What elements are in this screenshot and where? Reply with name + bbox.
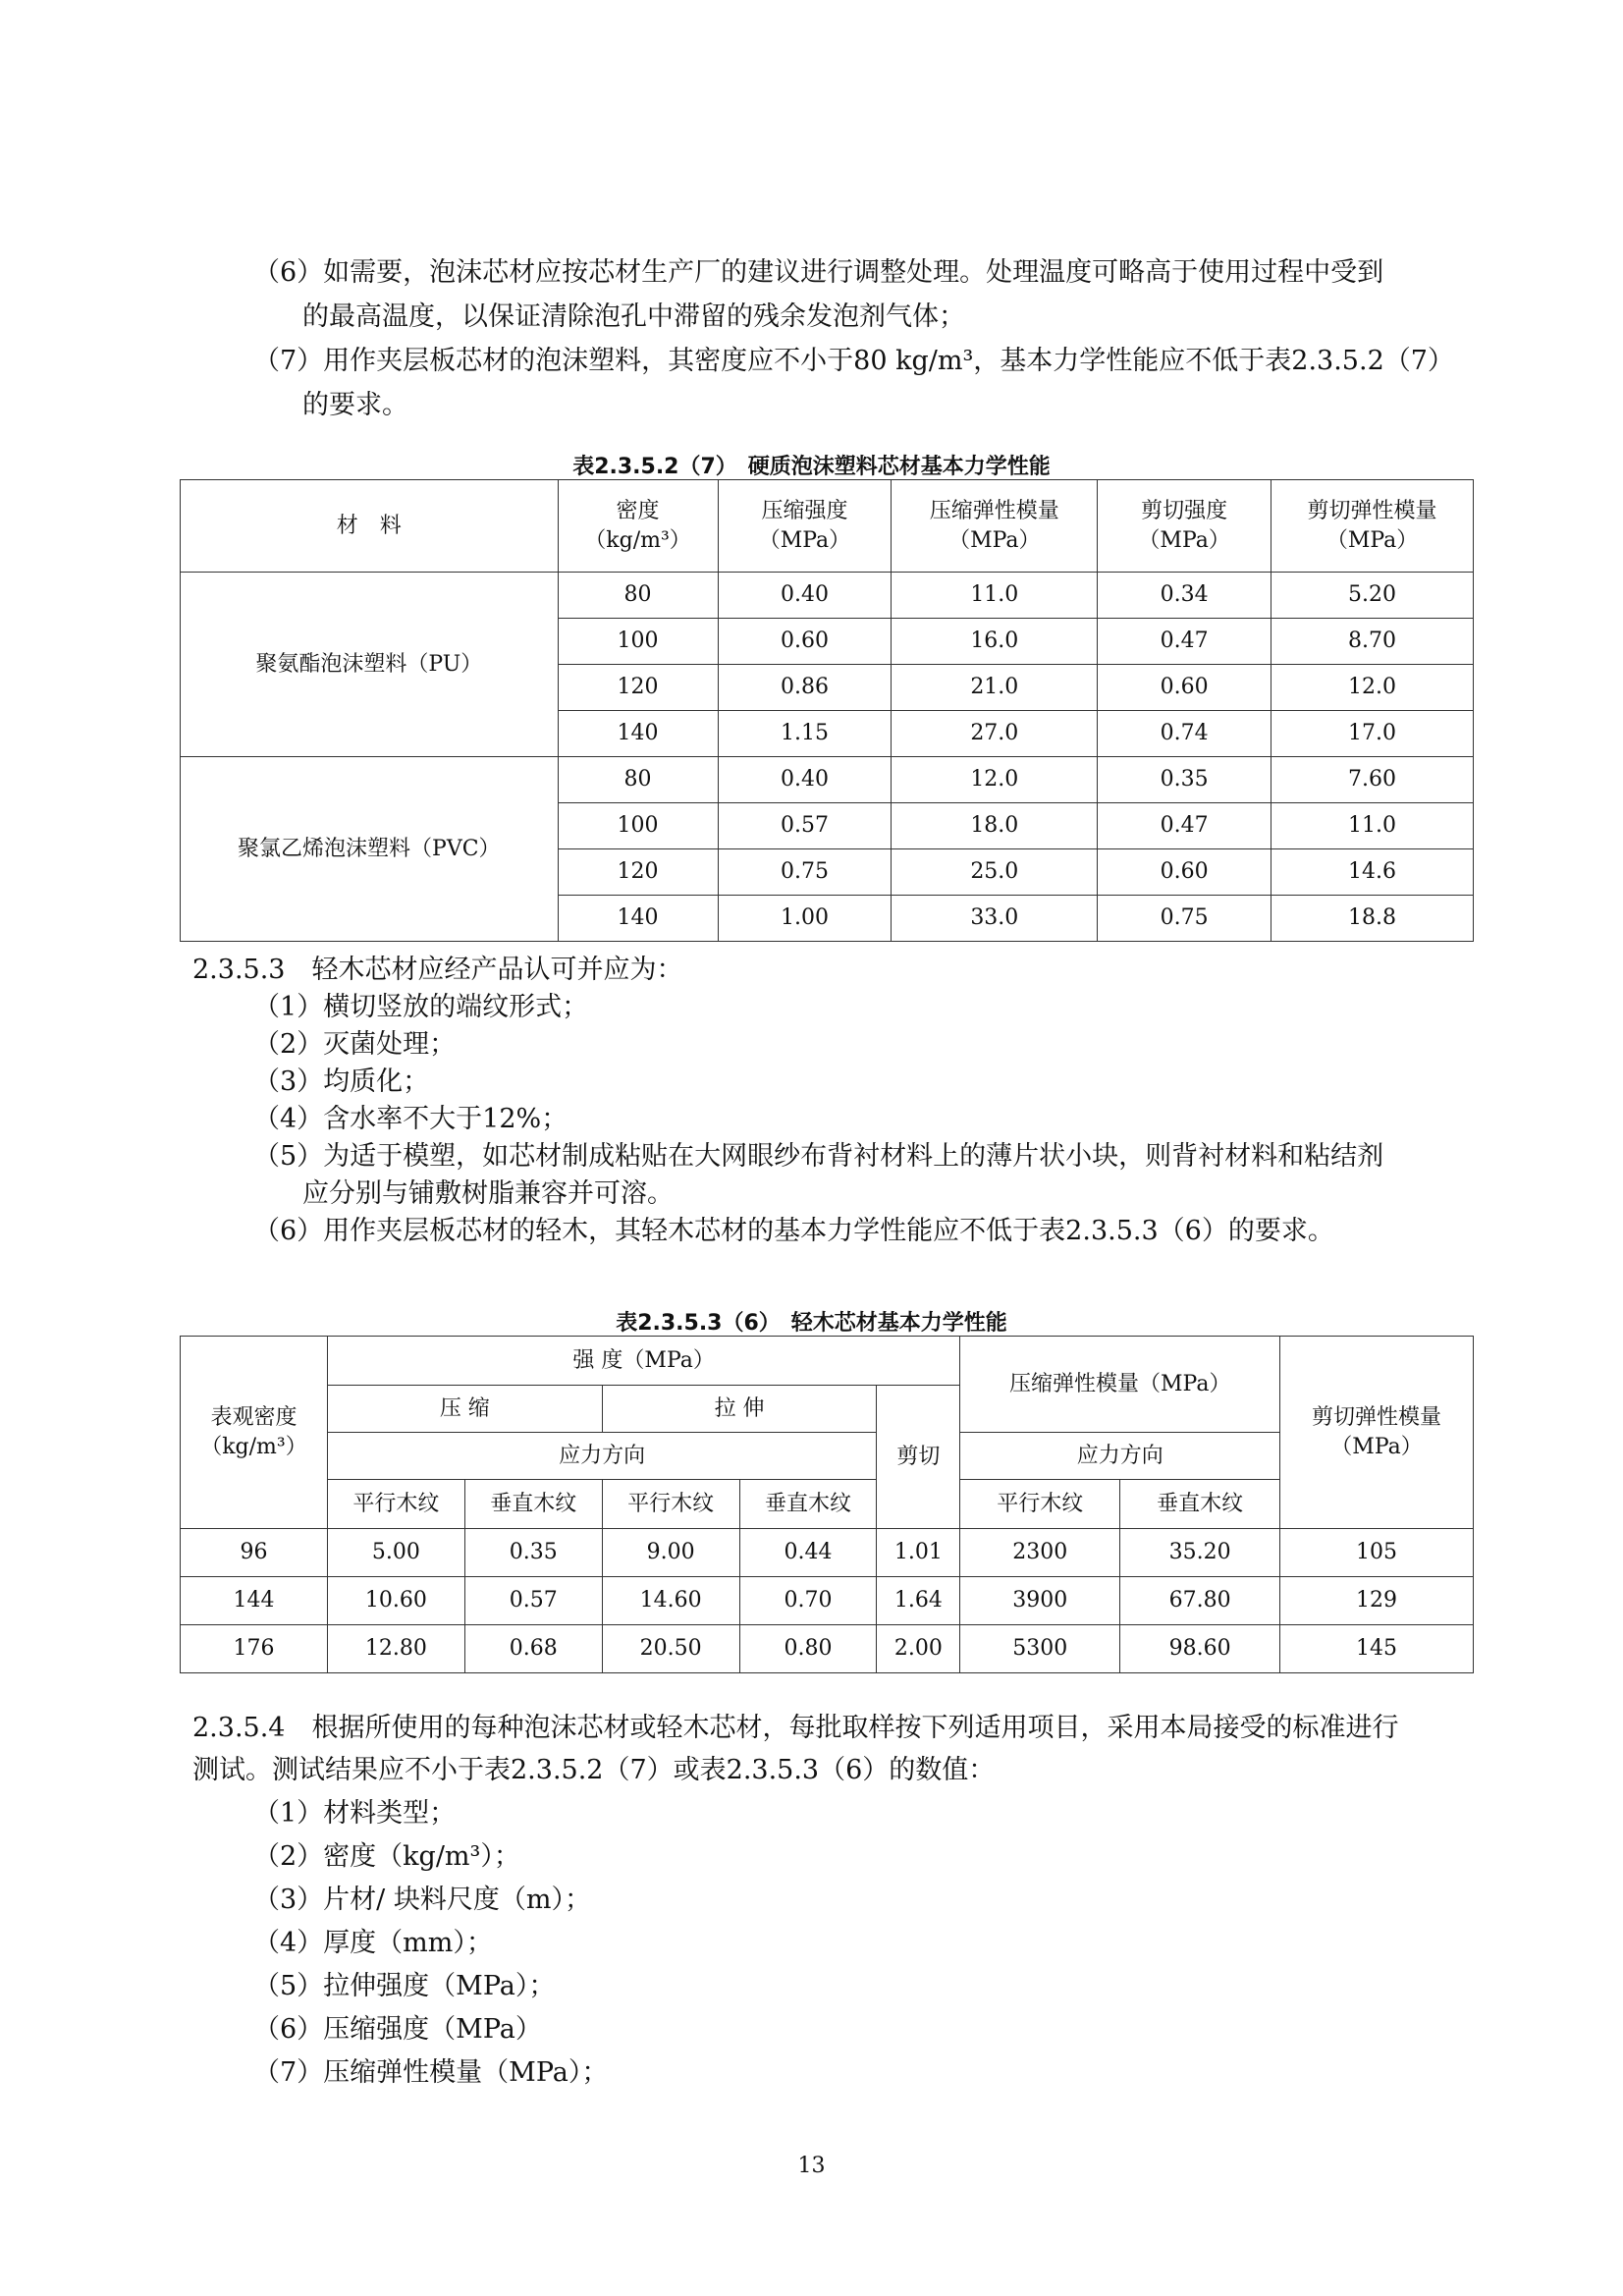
cell: 0.68	[464, 1625, 602, 1673]
cell: 144	[181, 1577, 328, 1625]
cell: 21.0	[892, 665, 1098, 711]
cell: 16.0	[892, 619, 1098, 665]
cell: 140	[558, 896, 718, 942]
cell: 14.6	[1271, 849, 1474, 896]
header-stress-direction: 应力方向	[960, 1433, 1280, 1480]
table-row	[181, 573, 1474, 619]
cell: 12.0	[1271, 665, 1474, 711]
cell: 3900	[960, 1577, 1120, 1625]
header-density: 密度 （kg/m³）	[558, 480, 718, 573]
header-compressive-modulus: 压缩弹性模量 （MPa）	[892, 480, 1098, 573]
list-item: （3）均质化；	[253, 1066, 430, 1097]
cell: 5300	[960, 1625, 1120, 1673]
cell: 0.70	[739, 1577, 877, 1625]
cell: 12.0	[892, 757, 1098, 803]
header-grain: 垂直木纹	[464, 1480, 602, 1529]
cell: 17.0	[1271, 711, 1474, 757]
cell: 27.0	[892, 711, 1098, 757]
para-line: 的要求。	[302, 390, 408, 420]
cell: 18.0	[892, 803, 1098, 849]
cell: 0.80	[739, 1625, 877, 1673]
header-compression: 压 缩	[327, 1386, 602, 1433]
cell: 100	[558, 803, 718, 849]
list-item: （6）压缩强度（MPa）	[253, 2014, 542, 2045]
cell: 0.47	[1098, 619, 1271, 665]
cell: 0.47	[1098, 803, 1271, 849]
cell: 0.40	[718, 757, 892, 803]
cell: 0.60	[1098, 849, 1271, 896]
list-item: （5）拉伸强度（MPa）；	[253, 1971, 556, 2001]
header-grain: 平行木纹	[960, 1480, 1120, 1529]
cell: 14.60	[602, 1577, 739, 1625]
cell: 105	[1280, 1529, 1474, 1577]
cell: 11.0	[892, 573, 1098, 619]
cell: 0.34	[1098, 573, 1271, 619]
cell: 80	[558, 573, 718, 619]
cell: 10.60	[327, 1577, 464, 1625]
foam-core-properties-table	[180, 479, 1474, 942]
cell: 0.75	[1098, 896, 1271, 942]
para-line: （6）如需要，泡沫芯材应按芯材生产厂的建议进行调整处理。处理温度可略高于使用过程中受到	[253, 257, 1384, 288]
header-grain: 平行木纹	[327, 1480, 464, 1529]
cell: 5.20	[1271, 573, 1474, 619]
list-item: （2）密度（kg/m³）；	[253, 1841, 520, 1872]
cell: 96	[181, 1529, 328, 1577]
cell: 0.57	[718, 803, 892, 849]
cell: 98.60	[1120, 1625, 1280, 1673]
cell: 0.35	[1098, 757, 1271, 803]
list-item: （7）压缩弹性模量（MPa）；	[253, 2057, 609, 2088]
table2-caption: 表2.3.5.3（6） 轻木芯材基本力学性能	[616, 1311, 1007, 1336]
cell: 8.70	[1271, 619, 1474, 665]
cell: 5.00	[327, 1529, 464, 1577]
table-row	[181, 1529, 1474, 1577]
cell: 0.40	[718, 573, 892, 619]
header-shear-strength: 剪切强度 （MPa）	[1098, 480, 1271, 573]
cell: 18.8	[1271, 896, 1474, 942]
header-grain: 垂直木纹	[739, 1480, 877, 1529]
para-line: 的最高温度，以保证清除泡孔中滞留的残余发泡剂气体；	[302, 301, 965, 332]
header-compressive-modulus: 压缩弹性模量（MPa）	[960, 1337, 1280, 1433]
list-item: （2）灭菌处理；	[253, 1029, 457, 1060]
cell: 120	[558, 849, 718, 896]
cell: 0.60	[1098, 665, 1271, 711]
header-tension: 拉 伸	[602, 1386, 877, 1433]
table-row	[181, 757, 1474, 803]
table-row	[181, 1577, 1474, 1625]
header-density: 表观密度 （kg/m³）	[181, 1337, 328, 1529]
material-pvc: 聚氯乙烯泡沫塑料（PVC）	[181, 757, 559, 942]
table1-caption: 表2.3.5.2（7） 硬质泡沫塑料芯材基本力学性能	[572, 455, 1051, 479]
cell: 12.80	[327, 1625, 464, 1673]
cell: 1.15	[718, 711, 892, 757]
cell: 1.64	[877, 1577, 960, 1625]
cell: 0.74	[1098, 711, 1271, 757]
cell: 129	[1280, 1577, 1474, 1625]
header-stress-direction: 应力方向	[327, 1433, 877, 1480]
header-compressive-strength: 压缩强度 （MPa）	[718, 480, 892, 573]
list-item: （5）为适于模塑，如芯材制成粘贴在大网眼纱布背衬材料上的薄片状小块，则背衬材料和粘结剂	[253, 1141, 1384, 1172]
cell: 176	[181, 1625, 328, 1673]
list-item: （4）厚度（mm）；	[253, 1928, 493, 1958]
cell: 35.20	[1120, 1529, 1280, 1577]
list-item: （6）用作夹层板芯材的轻木，其轻木芯材的基本力学性能应不低于表2.3.5.3（6）的要求。	[253, 1216, 1334, 1246]
header-shear: 剪切	[877, 1386, 960, 1529]
table-row	[181, 1625, 1474, 1673]
cell: 25.0	[892, 849, 1098, 896]
para-line: （7）用作夹层板芯材的泡沫塑料，其密度应不小于80 kg/m³，基本力学性能应不低于表2.3.5.2（7）	[253, 346, 1454, 376]
section-heading: 2.3.5.3 轻木芯材应经产品认可并应为：	[192, 955, 683, 985]
cell: 0.44	[739, 1529, 877, 1577]
list-item: （1）材料类型；	[253, 1798, 457, 1829]
list-item: （3）片材/ 块料尺度（m）；	[253, 1885, 591, 1915]
cell: 120	[558, 665, 718, 711]
page-number: 13	[797, 2154, 826, 2178]
cell: 1.01	[877, 1529, 960, 1577]
header-grain: 平行木纹	[602, 1480, 739, 1529]
cell: 9.00	[602, 1529, 739, 1577]
cell: 0.57	[464, 1577, 602, 1625]
cell: 0.86	[718, 665, 892, 711]
cell: 11.0	[1271, 803, 1474, 849]
list-item-cont: 应分别与铺敷树脂兼容并可溶。	[302, 1178, 674, 1209]
cell: 7.60	[1271, 757, 1474, 803]
header-grain: 垂直木纹	[1120, 1480, 1280, 1529]
cell: 2300	[960, 1529, 1120, 1577]
cell: 1.00	[718, 896, 892, 942]
list-item: （4）含水率不大于12%；	[253, 1104, 568, 1134]
header-material: 材 料	[181, 480, 559, 573]
cell: 145	[1280, 1625, 1474, 1673]
para-line: 测试。测试结果应不小于表2.3.5.2（7）或表2.3.5.3（6）的数值：	[192, 1755, 996, 1785]
cell: 33.0	[892, 896, 1098, 942]
header-shear-modulus: 剪切弹性模量 （MPa）	[1280, 1337, 1474, 1529]
cell: 20.50	[602, 1625, 739, 1673]
material-pu: 聚氨酯泡沫塑料（PU）	[181, 573, 559, 757]
cell: 0.60	[718, 619, 892, 665]
header-shear-modulus: 剪切弹性模量 （MPa）	[1271, 480, 1474, 573]
cell: 100	[558, 619, 718, 665]
cell: 80	[558, 757, 718, 803]
section-heading: 2.3.5.4 根据所使用的每种泡沫芯材或轻木芯材，每批取样按下列适用项目，采用本局接受的标准进行	[192, 1713, 1399, 1743]
cell: 2.00	[877, 1625, 960, 1673]
balsa-core-properties-table	[180, 1336, 1474, 1673]
cell: 0.75	[718, 849, 892, 896]
header-strength: 强 度（MPa）	[327, 1337, 959, 1386]
list-item: （1）横切竖放的端纹形式；	[253, 992, 589, 1022]
cell: 67.80	[1120, 1577, 1280, 1625]
cell: 140	[558, 711, 718, 757]
cell: 0.35	[464, 1529, 602, 1577]
